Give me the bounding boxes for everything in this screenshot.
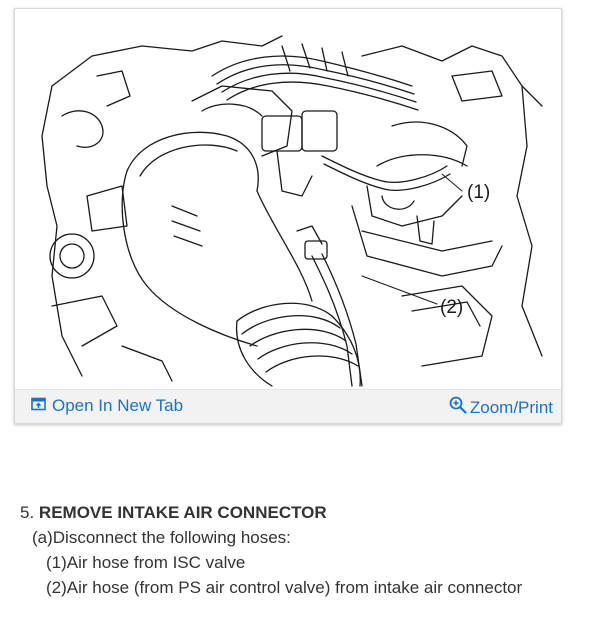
engine-diagram[interactable] [22,16,554,391]
substep-item-1: (1)Air hose from ISC valve [46,553,246,572]
magnifier-plus-icon [449,396,467,419]
procedure-steps [20,500,580,600]
substep-a: (a)Disconnect the following hoses: [32,528,291,547]
zoom-print-label: Zoom/Print [469,397,553,417]
open-in-new-tab-label: Open In New Tab [52,396,184,415]
step-title: REMOVE INTAKE AIR CONNECTOR [38,503,327,522]
open-in-new-tab-link[interactable] [31,396,183,416]
substep-item-2: (2)Air hose (from PS air control valve) from intake air connector [46,578,523,597]
engine-line-drawing [22,16,554,391]
callout-1: (1) [467,182,491,203]
callout-2: (2) [440,297,464,318]
figure-toolbar [15,389,561,423]
step-heading [20,500,580,525]
zoom-print-link[interactable] [449,396,553,419]
open-new-tab-icon [31,396,46,416]
figure-card [14,8,562,424]
step-number: 5. [20,503,35,522]
